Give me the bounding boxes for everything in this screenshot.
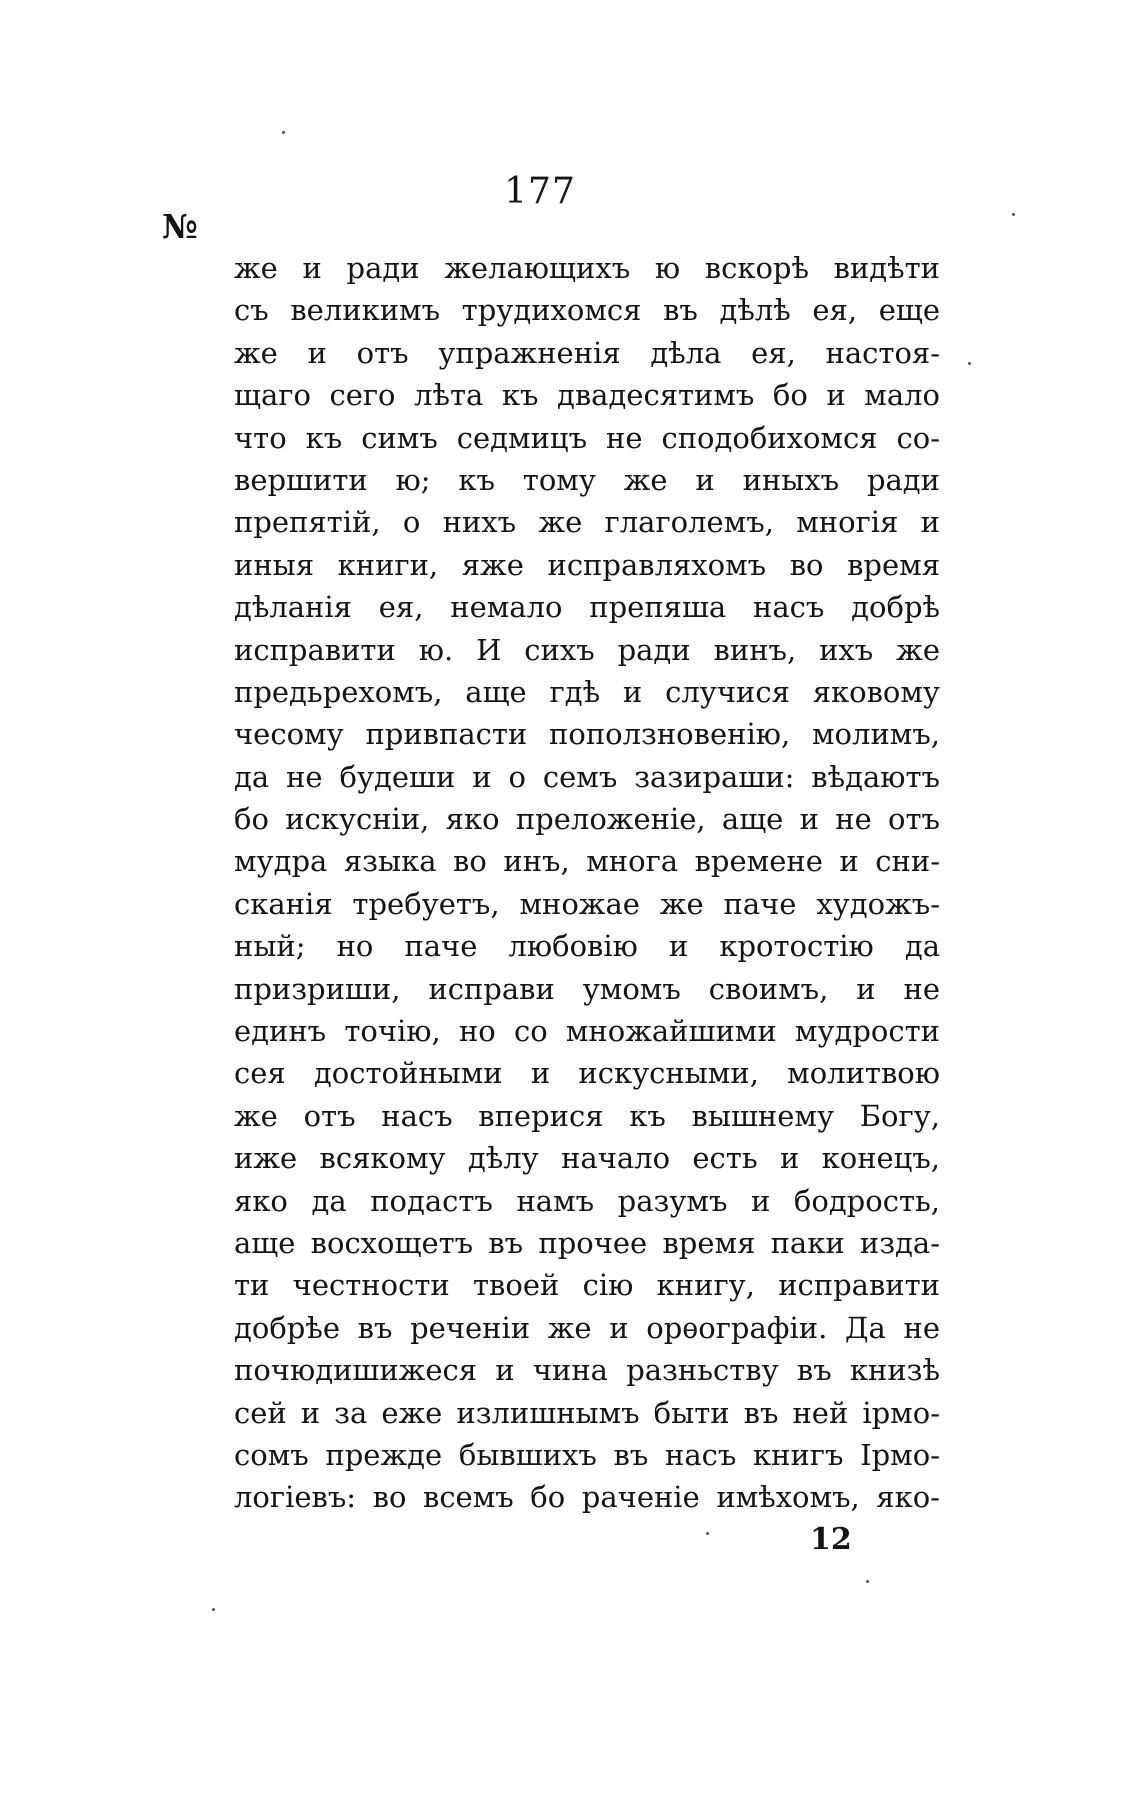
text-line: мудра языка во инъ, многа времене и сни- xyxy=(234,844,940,879)
text-line: сея достойными и искусными, молитвою xyxy=(234,1056,940,1091)
text-line: дѣланія ея, немало препяша насъ добрѣ xyxy=(234,590,940,625)
scan-speck xyxy=(706,1532,709,1535)
scan-speck xyxy=(866,1580,869,1583)
text-line: же и отъ упражненія дѣла ея, настоя- xyxy=(234,335,940,370)
scan-speck xyxy=(282,131,285,134)
text-line: чесому привпасти поползновенію, молимъ, xyxy=(234,717,940,752)
text-line: ный; но паче любовію и кротостію да xyxy=(234,929,940,964)
text-line: ти честности твоей сію книгу, исправити xyxy=(234,1268,940,1303)
scan-speck xyxy=(212,1608,215,1611)
text-line: же отъ насъ вперися къ вышнему Богу, xyxy=(234,1098,940,1133)
body-text xyxy=(234,247,940,1519)
text-line: сомъ прежде бывшихъ въ насъ книгъ Ірмо- xyxy=(234,1437,940,1472)
number-sign-mark: № xyxy=(162,207,198,246)
text-line: призриши, исправи умомъ своимъ, и не xyxy=(234,971,940,1006)
page-number: 177 xyxy=(504,171,576,212)
scan-speck xyxy=(1012,213,1015,216)
text-line: съ великимъ трудихомся въ дѣлѣ ея, еще xyxy=(234,293,940,328)
text-line: сканія требуетъ, множае же паче художъ- xyxy=(234,886,940,921)
text-line: единъ точію, но со множайшими мудрости xyxy=(234,1014,940,1049)
text-line: аще восхощетъ въ прочее время паки изда- xyxy=(234,1225,940,1260)
text-line: добрѣе въ реченіи же и орѳографіи. Да не xyxy=(234,1310,940,1345)
text-line: предьрехомъ, аще гдѣ и случися яковому xyxy=(234,674,940,709)
text-line: сей и за еже излишнымъ быти въ ней ірмо- xyxy=(234,1395,940,1430)
text-line: яко да подастъ намъ разумъ и бодрость, xyxy=(234,1183,940,1218)
text-line: вершити ю; къ тому же и иныхъ ради xyxy=(234,462,940,497)
scan-speck xyxy=(968,362,971,365)
text-line: почюдишижеся и чина разньству въ книзѣ xyxy=(234,1353,940,1388)
text-line: исправити ю. И сихъ ради винъ, ихъ же xyxy=(234,632,940,667)
text-line: иныя книги, яже исправляхомъ во время xyxy=(234,547,940,582)
signature-mark: 12 xyxy=(810,1522,852,1557)
text-line: иже всякому дѣлу начало есть и конецъ, xyxy=(234,1141,940,1176)
text-line: бо искусніи, яко преложеніе, аще и не отъ xyxy=(234,802,940,837)
text-line: да не будеши и о семъ зазираши: вѣдаютъ xyxy=(234,759,940,794)
text-line: что къ симъ седмицъ не сподобихомся со- xyxy=(234,420,940,455)
text-line: щаго сего лѣта къ двадесятимъ бо и мало xyxy=(234,378,940,413)
text-line: препятій, о нихъ же глаголемъ, многія и xyxy=(234,505,940,540)
text-line: же и ради желающихъ ю вскорѣ видѣти xyxy=(234,251,940,285)
text-line: логіевъ: во всемъ бо раченіе имѣхомъ, яко- xyxy=(234,1480,940,1515)
